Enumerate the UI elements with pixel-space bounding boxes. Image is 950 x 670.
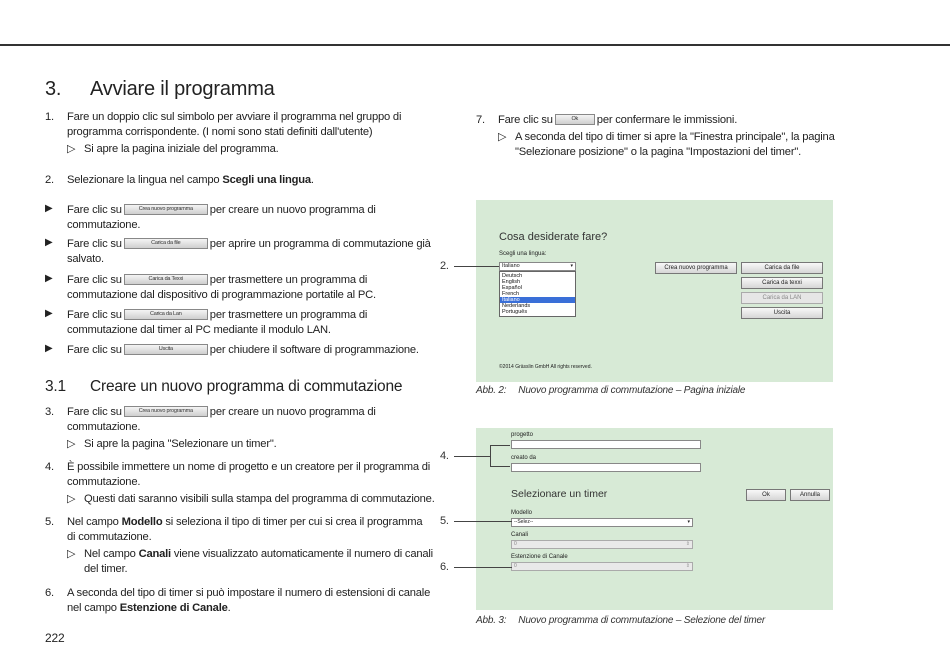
fig3-channels-value: 0 [514, 541, 517, 547]
step-3-post: per creare un nuovo programma di [209, 406, 376, 418]
fig3-callout-4-bracket-bottom [490, 466, 510, 467]
bullet-2-post: per aprire un programma di commutazione già [209, 238, 431, 250]
step-7-number: 7. [476, 114, 485, 126]
result-arrow-icon: ▷ [67, 438, 76, 450]
step-6-line-1: A seconda del tipo di timer si può impostare il numero di estensioni di canale [67, 587, 431, 599]
step-5-post: si seleziona il tipo di timer per cui si crea il programma [162, 516, 423, 528]
subsection-title: Creare un nuovo programma di commutazione [90, 378, 403, 395]
carica-da-file-button-image: Carica da file [124, 238, 208, 249]
fig3-caption [476, 615, 765, 626]
step-6-pre: nel campo [67, 602, 120, 614]
list-item: Italiano [500, 297, 575, 303]
bullet-2-text [67, 237, 437, 267]
page-number: 222 [45, 631, 65, 645]
fig3-creator-label: creato da [511, 455, 537, 461]
bullet-5-pre: Fare clic su [67, 344, 122, 356]
fig3-channels-field [511, 540, 693, 549]
bullet-5-text [67, 343, 437, 358]
fig2-load-texxi-button: Carica da texxi [741, 277, 823, 289]
fig3-heading: Selezionare un timer [511, 488, 608, 500]
step-3-text [67, 405, 437, 435]
step-5-number: 5. [45, 516, 54, 528]
step-2-pre: Selezionare la lingua nel campo [67, 174, 223, 186]
step-5-result-line-2: del timer. [84, 563, 128, 575]
fig3-project-label: progetto [511, 432, 534, 438]
bullet-2-line-2: salvato. [67, 253, 104, 265]
step-5-result-field: Canali [138, 548, 171, 560]
fig2-caption-text: Nuovo programma di commutazione – Pagina iniziale [518, 385, 746, 396]
fig3-callout-5-line [454, 521, 512, 522]
fig3-model-value: --Selez-- [514, 519, 534, 525]
list-item: French [502, 291, 520, 297]
fig2-language-select [499, 262, 576, 271]
fig3-cancel-button: Annulla [790, 489, 830, 501]
fig3-project-field [511, 440, 701, 449]
fig2-caption [476, 385, 745, 396]
list-item: Português [502, 309, 528, 315]
result-arrow-icon: ▷ [67, 548, 76, 560]
step-7-post: per confermare le immissioni. [596, 114, 738, 126]
step-4-line-1: È possibile immettere un nome di progetto e un creatore per il programma di [67, 461, 431, 473]
step-2-post: . [310, 174, 314, 186]
step-3-pre: Fare clic su [67, 406, 122, 418]
fig3-model-select [511, 518, 693, 527]
chevron-down-icon: ▾ [687, 519, 690, 525]
carica-da-texxi-button-image: Carica da Texxi [124, 274, 208, 285]
step-4-text [67, 460, 439, 490]
fig2-new-program-button: Crea nuovo programma [655, 262, 737, 274]
bullet-1-text [67, 203, 437, 233]
bullet-1-pre: Fare clic su [67, 204, 122, 216]
fig3-callout-4-bracket-top [490, 445, 510, 446]
step-1-line-1: Fare un doppio clic sul simbolo per avviare il programma nel gruppo di [67, 111, 402, 123]
action-arrow-icon: ▶ [45, 273, 53, 284]
fig2-callout-2: 2. [440, 260, 449, 272]
step-7-text [498, 113, 858, 128]
step-4-number: 4. [45, 461, 54, 473]
bullet-3-text [67, 273, 437, 303]
fig2-load-file-button: Carica da file [741, 262, 823, 274]
step-6-field-name: Estenzione di Canale [119, 602, 228, 614]
figure-3-screenshot [476, 428, 833, 610]
bullet-4-line-2: commutazione dal timer al PC mediante il modulo LAN. [67, 324, 331, 336]
step-7-result-line-1: A seconda del tipo di timer si apre la "Finestra principale", la pagina [515, 131, 835, 143]
action-arrow-icon: ▶ [45, 308, 53, 319]
fig3-ok-button: Ok [746, 489, 786, 501]
fig2-language-value: Italiano [502, 263, 520, 269]
fig3-ext-value: 0 [514, 563, 517, 569]
step-1-line-2: programma corrispondente. (I nomi sono stati definiti dall'utente) [67, 126, 373, 138]
step-7-result-line-2: "Selezionare posizione" o la pagina "Impostazioni del timer". [515, 146, 802, 158]
step-2-text [67, 173, 437, 188]
step-5-pre: Nel campo [67, 516, 122, 528]
step-3-result [67, 437, 277, 452]
step-1-number: 1. [45, 111, 54, 123]
bullet-3-line-2: commutazione dal dispositivo di programmazione portatile al PC. [67, 289, 376, 301]
step-5-field-name: Modello [121, 516, 163, 528]
list-item: Deutsch [502, 273, 523, 279]
step-3-number: 3. [45, 406, 54, 418]
action-arrow-icon: ▶ [45, 237, 53, 248]
step-6-number: 6. [45, 587, 54, 599]
fig2-language-list [499, 271, 576, 317]
fig3-callout-4: 4. [440, 450, 449, 462]
section-title: Avviare il programma [90, 78, 275, 100]
chevron-down-icon: ▾ [570, 263, 573, 269]
step-7-pre: Fare clic su [498, 114, 553, 126]
bullet-1-post: per creare un nuovo programma di [209, 204, 376, 216]
fig3-callout-6: 6. [440, 561, 449, 573]
bullet-4-post: per trasmettere un programma di [209, 309, 368, 321]
step-6-text [67, 586, 439, 616]
step-6-post: . [227, 602, 231, 614]
list-item: Nederlands [502, 303, 531, 309]
bullet-4-text [67, 308, 437, 338]
bullet-3-pre: Fare clic su [67, 274, 122, 286]
result-arrow-icon: ▷ [67, 493, 76, 505]
fig3-channels-label: Canali [511, 532, 529, 538]
fig2-caption-number: Abb. 2: [476, 385, 507, 396]
subsection-number: 3.1 [45, 378, 66, 395]
fig2-exit-button: Uscita [741, 307, 823, 319]
step-1-text [67, 110, 437, 140]
result-arrow-icon: ▷ [67, 143, 76, 155]
fig3-model-label: Modello [511, 510, 533, 516]
result-arrow-icon: ▷ [498, 131, 507, 143]
fig3-callout-4-bracket [490, 445, 491, 467]
uscita-button-image: Uscita [124, 344, 208, 355]
step-5-result [67, 547, 439, 577]
fig3-creator-field [511, 463, 701, 472]
action-arrow-icon: ▶ [45, 343, 53, 354]
bullet-3-post: per trasmettere un programma di [209, 274, 368, 286]
fig3-caption-text: Nuovo programma di commutazione – Selezione del timer [518, 615, 766, 626]
fig3-callout-4-line [454, 456, 490, 457]
fig3-caption-number: Abb. 3: [476, 615, 507, 626]
step-3-result-text: Si apre la pagina "Selezionare un timer". [84, 438, 277, 450]
list-item: Español [502, 285, 522, 291]
step-5-line-2: di commutazione. [67, 531, 152, 543]
step-2-number: 2. [45, 174, 54, 186]
step-4-result-text: Questi dati saranno visibili sulla stampa del programma di commutazione. [84, 493, 435, 505]
step-2-field-name: Scegli una lingua [222, 174, 311, 186]
crea-nuovo-programma-button-image: Crea nuovo programma [124, 406, 208, 417]
bullet-2-pre: Fare clic su [67, 238, 122, 250]
list-item: English [502, 279, 521, 285]
header-rule [0, 44, 950, 46]
stepper-icon: ⇕ [685, 563, 690, 569]
crea-nuovo-programma-button-image: Crea nuovo programma [124, 204, 208, 215]
bullet-5-post: per chiudere il software di programmazione. [209, 344, 419, 356]
carica-da-lan-button-image: Carica da Lan [124, 309, 208, 320]
fig2-copyright: ©2014 Grässlin GmbH All rights reserved. [499, 364, 592, 370]
step-4-result [67, 492, 435, 507]
step-7-result [498, 130, 858, 160]
step-4-line-2: commutazione. [67, 476, 141, 488]
step-3-line-2: commutazione. [67, 421, 141, 433]
fig3-ext-field [511, 562, 693, 571]
fig2-heading: Cosa desiderate fare? [499, 231, 608, 243]
fig3-ext-label: Estenzione di Canale [511, 554, 568, 560]
fig3-callout-5: 5. [440, 515, 449, 527]
step-1-result [67, 142, 279, 157]
step-1-result-text: Si apre la pagina iniziale del programma. [84, 143, 279, 155]
figure-2-screenshot [476, 200, 833, 382]
fig2-load-lan-button: Carica da LAN [741, 292, 823, 304]
stepper-icon: ⇕ [685, 541, 690, 547]
ok-button-image: Ok [555, 114, 595, 125]
bullet-1-line-2: commutazione. [67, 219, 141, 231]
fig2-callout-line [454, 266, 499, 267]
fig2-language-label: Scegli una lingua: [499, 251, 547, 257]
action-arrow-icon: ▶ [45, 203, 53, 214]
step-5-result-pre: Nel campo [84, 548, 139, 560]
fig3-callout-6-line [454, 567, 512, 568]
bullet-4-pre: Fare clic su [67, 309, 122, 321]
section-number: 3. [45, 78, 62, 100]
step-5-text [67, 515, 437, 545]
step-5-result-post: viene visualizzato automaticamente il numero di canali [170, 548, 433, 560]
